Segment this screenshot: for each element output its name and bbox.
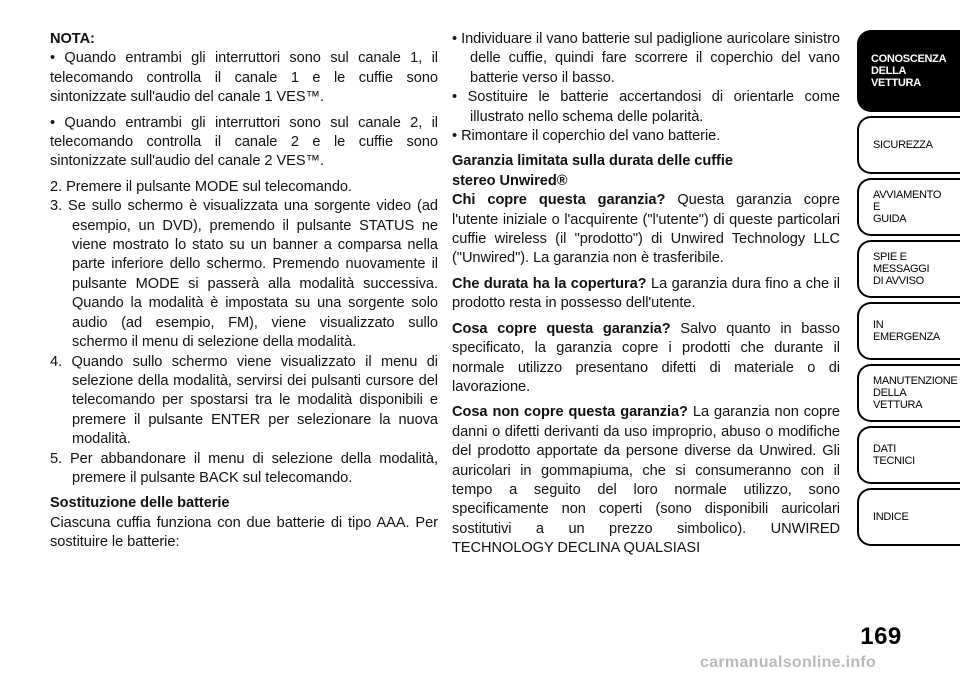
right-bullet-2: • Sostituire le batterie accertandosi di orientarle come illustrato nello schema delle polarità. xyxy=(452,89,840,125)
q4-label: Cosa non copre questa garanzia? xyxy=(452,404,688,421)
battery-text: Ciascuna cuffia funziona con due batterie di tipo AAA. Per sostituire le batterie: xyxy=(50,514,438,551)
tab-spie-e-messaggi[interactable]: SPIE E MESSAGGI DI AVVISO xyxy=(857,240,960,298)
q4-text: La garanzia non copre danni o difetti derivanti da uso improprio, abuso o modifiche del prodotto apportate da persone diverse da Unwired. Gli auricolari in gommapiuma, che si consumeranno con il tempo a seguito del loro normale utilizzo, sono specificamente non coperti (sono disponibili auricolari sostitutivi a un prezzo simbolico). UNWIRED TECHNOLOGY DECLINA QUALSIASI xyxy=(452,404,840,557)
step-2: 2. Premere il pulsante MODE sul telecomando. xyxy=(50,178,352,195)
nota-bullet-channel-1: • Quando entrambi gli interruttori sono sul canale 1, il telecomando controlla il canale 1 e le cuffie sono sintonizzate sull'audio del canale 1 VES™. xyxy=(50,50,438,106)
tab-conoscenza-della-vettura[interactable]: CONOSCENZA DELLA VETTURA xyxy=(857,30,960,112)
nota-heading: NOTA: xyxy=(50,31,95,47)
step-5: 5. Per abbandonare il menu di selezione della modalità, premere il pulsante BACK sul telecomando. xyxy=(50,450,438,486)
left-column xyxy=(50,30,438,559)
tab-avviamento-e-guida[interactable]: AVVIAMENTO E GUIDA xyxy=(857,178,960,236)
q1-text: Questa garanzia copre l'utente iniziale o l'acquirente ("l'utente") di queste particolari cuffie wireless (il "prodotto") di Unwired Technology LLC ("Unwired"). La garanzia non è trasferibile. xyxy=(452,192,841,267)
warranty-heading-line-2: stereo Unwired® xyxy=(452,172,568,189)
warranty-q3 xyxy=(452,320,840,398)
step-4: 4. Quando sullo schermo viene visualizzato il menu di selezione della modalità, servirsi dei pulsanti cursore del telecomando per spostarsi tra le modalità disponibili e premere il pulsante ENTER per selezionare la nuova modalità. xyxy=(50,353,438,448)
warranty-heading-line-1: Garanzia limitata sulla durata delle cuffie xyxy=(452,153,733,170)
tab-sicurezza[interactable]: SICUREZZA xyxy=(857,116,960,174)
tab-manutenzione[interactable]: MANUTENZIONE DELLA VETTURA xyxy=(857,364,960,422)
q3-text: Salvo quanto in basso specificato, la garanzia copre i prodotti che durante il normale utilizzo presentano difetti di materiale o di lavorazione. xyxy=(452,320,840,395)
right-column xyxy=(452,30,840,565)
warranty-q4 xyxy=(452,403,840,558)
nota-bullet-channel-2: • Quando entrambi gli interruttori sono sul canale 2, il telecomando controlla il canale 2 e le cuffie sono sintonizzate sull'audio del canale 2 VES™. xyxy=(50,114,438,170)
tab-in-emergenza[interactable]: IN EMERGENZA xyxy=(857,302,960,360)
q1-label: Chi copre questa garanzia? xyxy=(452,192,666,209)
page-number: 169 xyxy=(858,623,904,651)
battery-heading: Sostituzione delle batterie xyxy=(50,495,230,512)
q2-text: La garanzia dura fino a che il prodotto resta in possesso dell'utente. xyxy=(452,275,841,312)
step-3: 3. Se sullo schermo è visualizzata una sorgente video (ad esempio, un DVD), premendo il pulsante STATUS ne viene mostrato lo stato su un banner a comparsa nella parte inferiore dello schermo. Premendo nuovamente il pulsante MODE si passerà alla modalità successiva. Quando la modalità è impostata su una sorgente solo audio (ad esempio, FM), viene visualizzato sullo schermo il menu di selezione della modalità. xyxy=(50,198,438,351)
q3-label: Cosa copre questa garanzia? xyxy=(452,320,671,337)
tab-indice[interactable]: INDICE xyxy=(857,488,960,546)
watermark: carmanualsonline.info xyxy=(700,654,877,671)
right-bullet-1: • Individuare il vano batterie sul padiglione auricolare sinistro delle cuffie, quindi fare scorrere il coperchio del vano batterie verso il basso. xyxy=(452,31,841,86)
chapter-tabs xyxy=(857,30,960,550)
warranty-q2 xyxy=(452,275,840,314)
warranty-q1 xyxy=(452,191,840,269)
right-bullet-3: • Rimontare il coperchio del vano batterie. xyxy=(452,128,721,145)
q2-label: Che durata ha la copertura? xyxy=(452,275,647,292)
tab-dati-tecnici[interactable]: DATI TECNICI xyxy=(857,426,960,484)
